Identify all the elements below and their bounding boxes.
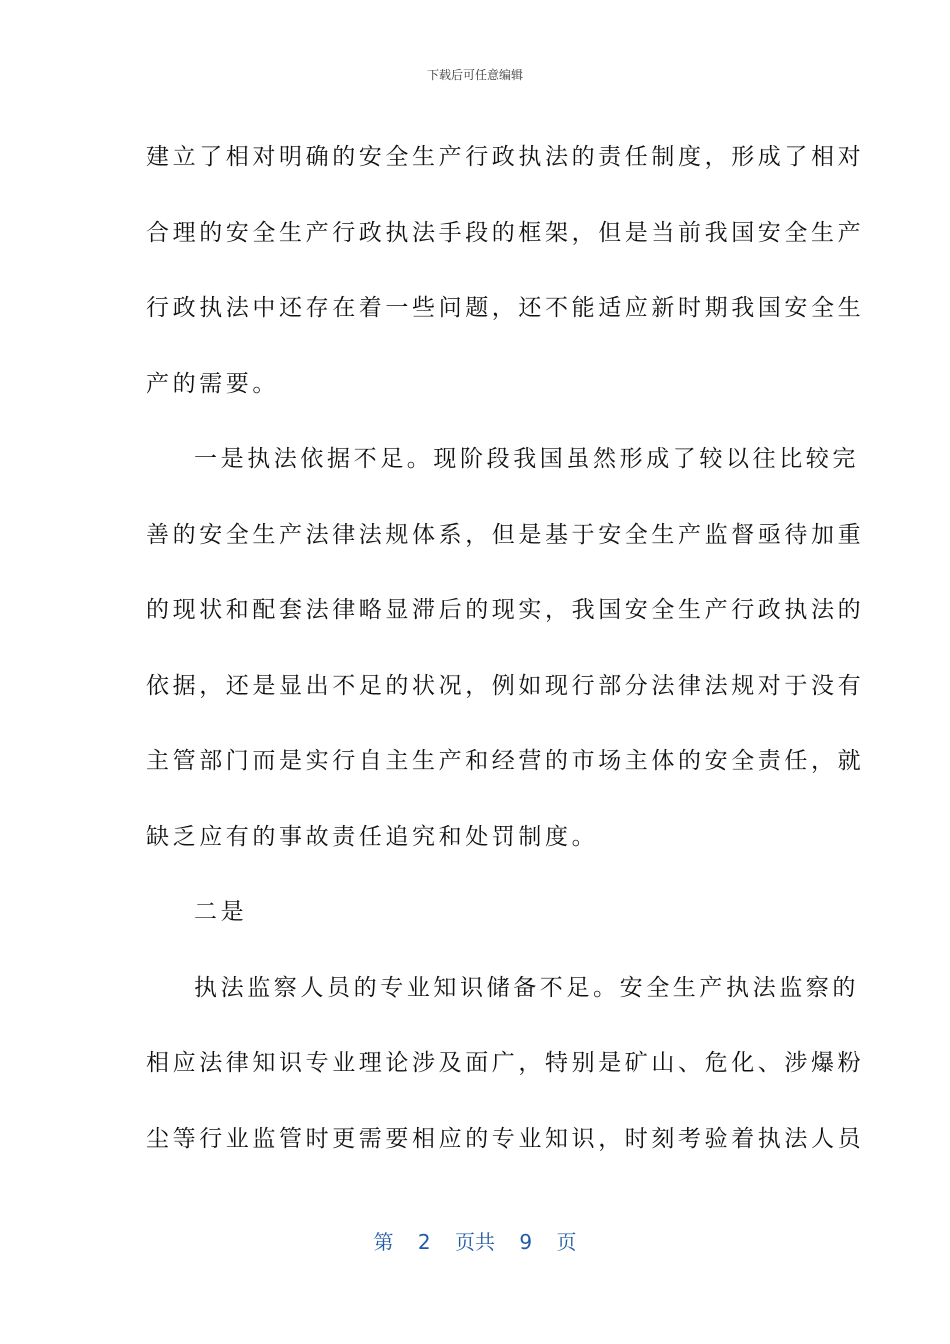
footer-prefix: 第 <box>373 1230 394 1254</box>
text-line: 合理的安全生产行政执法手段的框架，但是当前我国安全生产 <box>146 219 865 246</box>
footer-suffix: 页 <box>556 1230 577 1254</box>
current-page-number: 2 <box>417 1230 431 1254</box>
text-line: 相应法律知识专业理论涉及面广，特别是矿山、危化、涉爆粉 <box>146 1050 865 1076</box>
text-line: 尘等行业监管时更需要相应的专业知识，时刻考验着执法人员 <box>146 1125 865 1152</box>
footer-middle: 页共 <box>455 1230 495 1254</box>
text-line: 建立了相对明确的安全生产行政执法的责任制度，形成了相对 <box>146 144 865 170</box>
text-line: 执法监察人员的专业知识储备不足。安全生产执法监察的 <box>194 974 859 1001</box>
page-header: 下载后可任意编辑 <box>426 68 523 82</box>
text-line: 行政执法中还存在着一些问题，还不能适应新时期我国安全生 <box>146 295 865 321</box>
text-line: 依据，还是显出不足的状况，例如现行部分法律法规对于没有 <box>146 672 865 699</box>
text-line: 善的安全生产法律法规体系，但是基于安全生产监督亟待加重 <box>146 521 865 548</box>
page-footer <box>0 1226 950 1255</box>
document-body <box>146 120 865 1177</box>
total-pages-number: 9 <box>519 1230 533 1254</box>
text-line: 主管部门而是实行自主生产和经营的市场主体的安全责任，就 <box>146 748 865 774</box>
text-line: 缺乏应有的事故责任追究和处罚制度。 <box>146 823 599 850</box>
text-line: 产的需要。 <box>146 370 279 397</box>
text-line: 一是执法依据不足。现阶段我国虽然形成了较以往比较完 <box>194 446 859 472</box>
text-line: 二是 <box>194 899 248 925</box>
text-line: 的现状和配套法律略显滞后的现实，我国安全生产行政执法的 <box>146 597 865 623</box>
